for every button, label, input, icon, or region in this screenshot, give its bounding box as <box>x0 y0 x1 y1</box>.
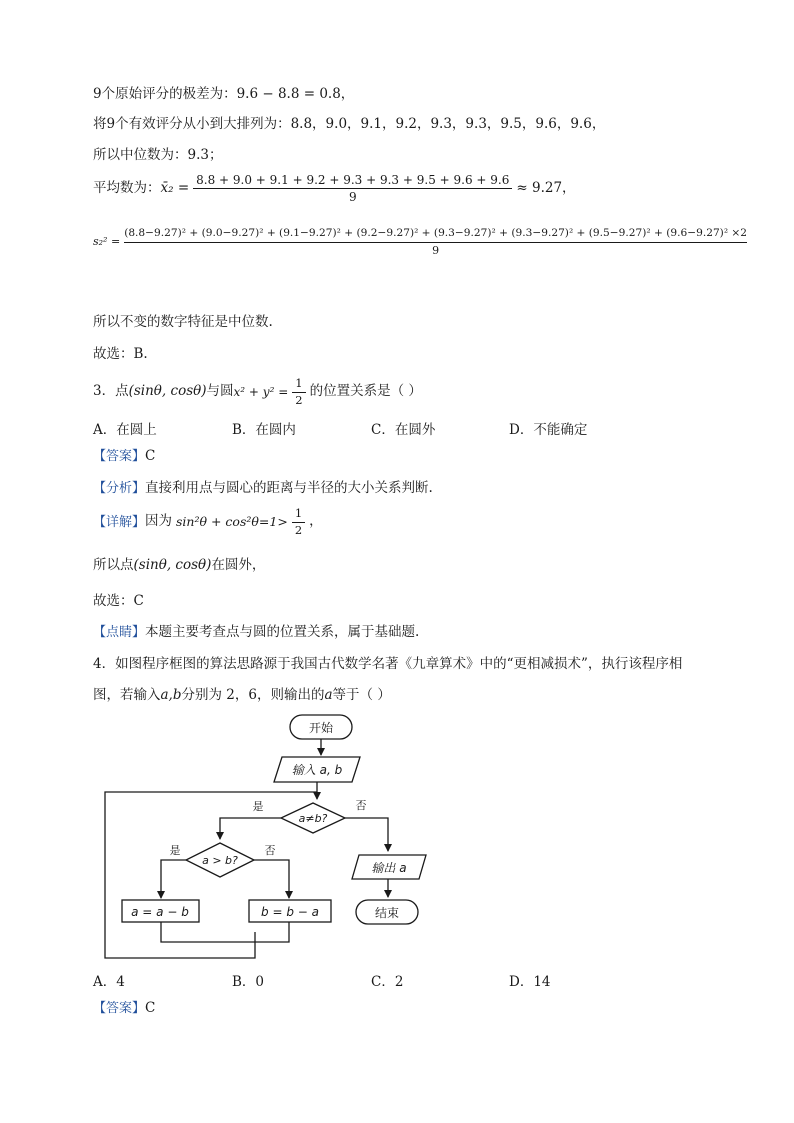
mean-line <box>93 174 576 203</box>
flow-cond1-text: a≠b? <box>298 812 328 825</box>
q3-option-d: D．不能确定 <box>509 422 588 438</box>
q3-conclusion-suffix: 在圆外， <box>211 557 266 573</box>
q3-circle-equation: x² + y² = <box>233 385 289 399</box>
q4-stem-suffix: 等于（ ） <box>332 687 391 703</box>
q4-answer-line <box>93 1002 155 1016</box>
variance-denominator: 9 <box>432 243 440 257</box>
flow-yes2-label: 是 <box>169 844 181 857</box>
flow-start-text: 开始 <box>308 721 334 735</box>
variance-numerator: (8.8−9.27)² + (9.0−9.27)² + (9.1−9.27)² + (9.2−9.27)² + (9.3−9.27)² + (9.3−9.27)² + (9.5−9.27)² + (9.6−9.27)² ×2 <box>124 228 747 243</box>
q3-option-b: B．在圆内 <box>232 422 296 438</box>
q3-comment-line <box>93 626 419 640</box>
q3-conclusion-point: (sinθ, cosθ) <box>133 557 212 573</box>
sorted-scores-line: 将9个有效评分从小到大排列为：8.8，9.0，9.1，9.2，9.3，9.3，9.5，9.6，9.6， <box>93 116 606 132</box>
flow-arrow <box>254 860 289 898</box>
q3-analysis-tag: 【分析】 <box>93 481 146 496</box>
mean-variable: x̄₂ = <box>160 179 190 196</box>
q3-comment-tag: 【点睛】 <box>93 625 146 640</box>
choose-b-line: 故选：B. <box>93 346 148 362</box>
q4-option-c: C．2 <box>371 974 404 990</box>
q3-detail-line <box>93 508 323 536</box>
q3-analysis-line <box>93 482 433 496</box>
q3-answer-tag: 【答案】 <box>93 449 146 464</box>
question-4-stem-line2 <box>93 689 391 703</box>
question-3-stem <box>93 378 422 406</box>
q3-answer-line <box>93 450 155 464</box>
q3-conclusion-prefix: 所以点 <box>93 557 134 573</box>
conclusion-median-line: 所以不变的数字特征是中位数. <box>93 314 273 330</box>
range-line: 9个原始评分的极差为：9.6 − 8.8 = 0.8， <box>93 86 355 102</box>
q3-detail-expression: sin²θ + cos²θ=1> <box>176 513 288 529</box>
flow-arrow <box>220 818 281 839</box>
q3-detail-fraction <box>292 508 305 536</box>
flow-end-text: 结束 <box>374 906 400 920</box>
q3-detail-numerator: 1 <box>292 508 305 523</box>
flow-loop-line <box>105 792 317 958</box>
q4-stem-output-var: a <box>324 687 333 703</box>
flow-merge-line <box>161 922 289 942</box>
q3-circle-numerator: 1 <box>292 378 305 393</box>
q4-answer: C <box>145 1000 156 1016</box>
flow-yes1-label: 是 <box>252 800 264 813</box>
flow-input-text: 输入 a, b <box>291 763 343 777</box>
flow-assign-a-text: a = a − b <box>131 905 189 919</box>
flow-no1-label: 否 <box>355 799 367 812</box>
variance-fraction <box>124 228 747 256</box>
q4-stem-middle: 分别为 2，6，则输出的 <box>181 687 325 703</box>
q3-stem-prefix: 3．点 <box>93 383 129 400</box>
q3-answer: C <box>145 448 156 464</box>
q4-stem-vars: a,b <box>160 687 182 703</box>
q4-answer-tag: 【答案】 <box>93 1001 146 1016</box>
q3-detail-prefix: 因为 <box>145 513 173 530</box>
q3-detail-denominator: 2 <box>294 522 303 537</box>
q3-analysis-text: 直接利用点与圆心的距离与半径的大小关系判断. <box>145 480 433 496</box>
q4-option-d: D．14 <box>509 974 551 990</box>
q3-detail-tag: 【详解】 <box>93 514 146 530</box>
q3-point: (sinθ, cosθ) <box>128 383 207 400</box>
flow-output-text: 输出 a <box>371 861 407 875</box>
q3-option-a: A．在圆上 <box>93 422 157 438</box>
variance-line <box>93 228 751 256</box>
q3-option-c: C．在圆外 <box>371 422 436 438</box>
median-line: 所以中位数为：9.3； <box>93 147 223 163</box>
mean-label: 平均数为： <box>93 179 161 196</box>
flowchart <box>95 712 435 964</box>
flow-arrow <box>345 818 388 851</box>
question-4-stem-line1: 4．如图程序框图的算法思路源于我国古代数学名著《九章算术》中的“更相减损术”，执行该程序相 <box>93 656 683 672</box>
q4-option-b: B．0 <box>232 974 265 990</box>
q3-detail-end: ， <box>309 513 323 530</box>
mean-numerator: 8.8 + 9.0 + 9.1 + 9.2 + 9.3 + 9.3 + 9.5 + 9.6 + 9.6 <box>193 174 512 189</box>
q3-choose-line: 故选：C <box>93 593 144 609</box>
flow-no2-label: 否 <box>264 844 276 857</box>
variance-variable: s₂² = <box>93 235 121 249</box>
q3-conclusion-line <box>93 559 265 573</box>
q4-stem-prefix: 图，若输入 <box>93 687 161 703</box>
mean-denominator: 9 <box>348 190 357 204</box>
mean-fraction <box>193 174 512 203</box>
q3-circle-denominator: 2 <box>295 392 303 407</box>
flow-assign-b-text: b = b − a <box>261 905 319 919</box>
q3-stem-suffix: 的位置关系是（ ） <box>309 383 422 400</box>
mean-result: ≈ 9.27， <box>516 179 576 196</box>
q4-option-a: A．4 <box>93 974 125 990</box>
flow-arrow <box>161 860 186 898</box>
flow-cond2-text: a > b? <box>202 854 238 867</box>
q3-comment-text: 本题主要考查点与圆的位置关系，属于基础题. <box>145 624 420 640</box>
q3-circle-fraction <box>292 378 305 406</box>
q3-stem-middle: 与圆 <box>206 383 234 400</box>
